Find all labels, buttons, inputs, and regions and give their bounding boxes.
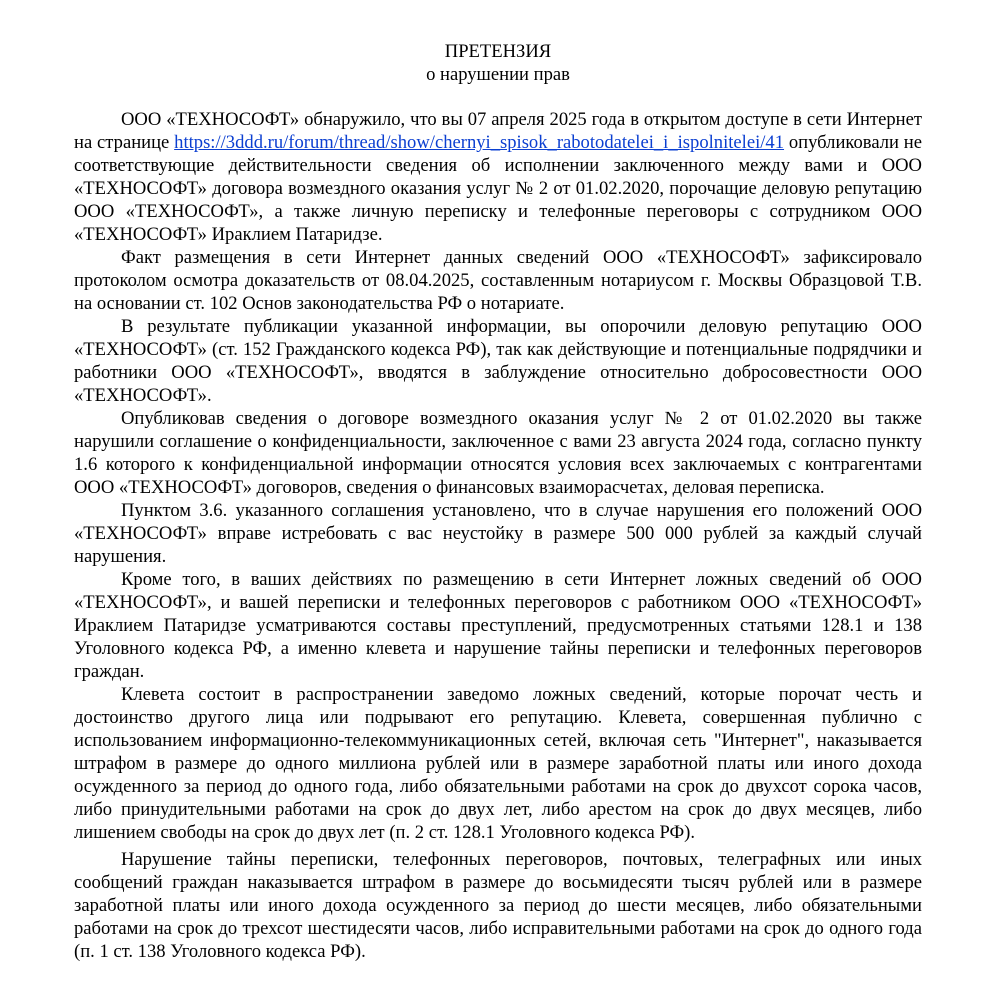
paragraph-privacy-violation: Нарушение тайны переписки, телефонных переговоров, почтовых, телеграфных или иных сообщений граждан наказывается штрафом в размере до восьмидесяти тысяч рублей или в размере заработной платы или иного дохода осужденного за период до шести месяцев, либо обязательными работами на срок до трехсот шестидесяти часов, либо исправительными работами на срок до одного года (п. 1 ст. 138 Уголовного кодекса РФ).: [74, 849, 922, 962]
paragraph-notary-protocol: Факт размещения в сети Интернет данных сведений ООО «ТЕХНОСОФТ» зафиксировало протоколом осмотра доказательств от 08.04.2025, составленным нотариусом г. Москвы Образцовой Т.В. на основании ст. 102 Основ законодательства РФ о нотариате.: [74, 247, 922, 314]
paragraph-reputation: В результате публикации указанной информации, вы опорочили деловую репутацию ООО «ТЕХНОСОФТ» (ст. 152 Гражданского кодекса РФ), так как действующие и потенциальные подрядчики и работники ООО «ТЕХНОСОФТ», вводятся в заблуждение относительно добросовестности ООО «ТЕХНОСОФТ».: [74, 316, 922, 406]
document-page: [74, 40, 922, 963]
paragraph-discovery: [74, 108, 922, 246]
paragraph-confidentiality: Опубликовав сведения о договоре возмездного оказания услуг № 2 от 01.02.2020 вы также нарушили соглашение о конфиденциальности, заключенное с вами 23 августа 2024 года, согласно пункту 1.6 которого к конфиденциальной информации относятся условия всех заключаемых с контрагентами ООО «ТЕХНОСОФТ» договоров, сведения о финансовых взаиморасчетах, деловая переписка.: [74, 408, 922, 498]
paragraph-discovery-text-start: ООО «ТЕХНОСОФТ» обнаружило, что вы 07 апреля 2025 года в открытом доступе в сети Интернет на странице: [74, 109, 922, 153]
paragraph-defamation: Клевета состоит в распространении заведомо ложных сведений, которые порочат честь и достоинство другого лица или подрывают его репутацию. Клевета, совершенная публично с использованием информационно-телекоммуникационных сетей, включая сеть "Интернет", наказывается штрафом в размере до одного миллиона рублей или в размере заработной платы или иного дохода осужденного за период до одного года, либо обязательными работами на срок до двухсот сорока часов, либо принудительными работами на срок до двух лет, либо арестом на срок до двух месяцев, либо лишением свободы на срок до двух лет (п. 2 ст. 128.1 Уголовного кодекса РФ).: [74, 684, 922, 843]
document-subtitle: о нарушении прав: [426, 64, 570, 85]
paragraph-penalty: Пунктом 3.6. указанного соглашения установлено, что в случае нарушения его положений ООО «ТЕХНОСОФТ» вправе истребовать с вас неустойку в размере 500 000 рублей за каждый случай нарушения.: [74, 500, 922, 567]
paragraph-discovery-text-end: опубликовали не соответствующие действительности сведения об исполнении заключенного между вами и ООО «ТЕХНОСОФТ» договора возмездного оказания услуг № 2 от 01.02.2020, порочащие деловую репутацию ООО «ТЕХНОСОФТ», а также личную переписку и телефонные переговоры с сотрудником ООО «ТЕХНОСОФТ» Ираклием Патаридзе.: [74, 132, 922, 245]
paragraph-criminal-offences: Кроме того, в ваших действиях по размещению в сети Интернет ложных сведений об ООО «ТЕХНОСОФТ», и вашей переписки и телефонных переговоров с работником ООО «ТЕХНОСОФТ» Ираклием Патаридзе усматриваются составы преступлений, предусмотренных статьями 128.1 и 138 Уголовного кодекса РФ, а именно клевета и нарушение тайны переписки и телефонных переговоров граждан.: [74, 569, 922, 682]
forum-thread-link[interactable]: https://3ddd.ru/forum/thread/show/chernyi_spisok_rabotodatelei_i_ispolnitelei/41: [174, 132, 785, 153]
document-title: ПРЕТЕНЗИЯ: [444, 41, 552, 62]
